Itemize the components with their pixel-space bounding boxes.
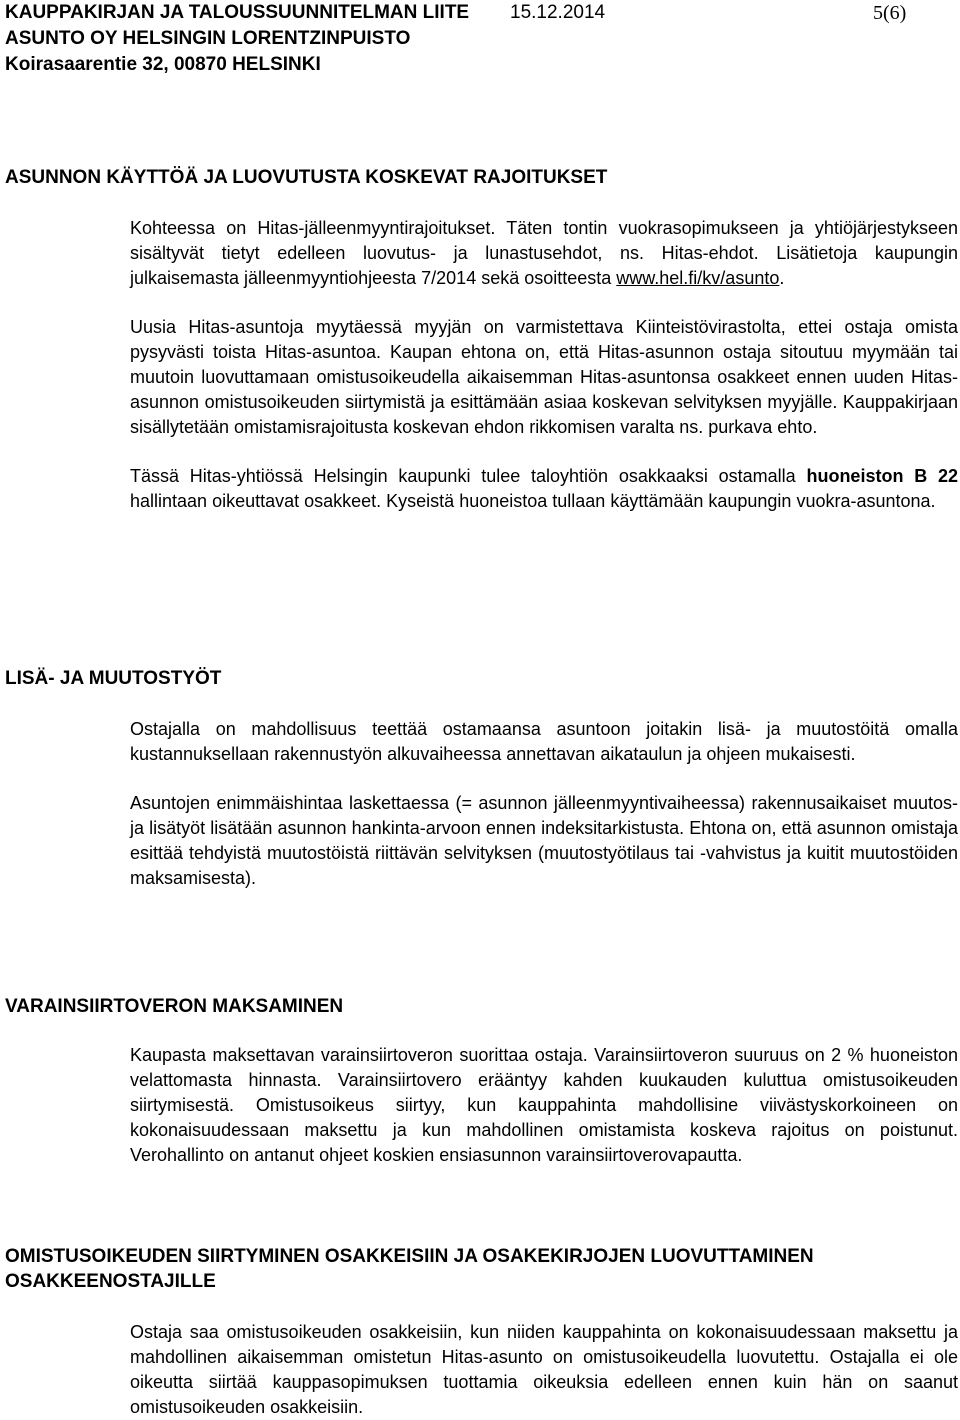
company-name: ASUNTO OY HELSINGIN LORENTZINPUISTO — [5, 28, 411, 49]
section-body-modifications — [130, 717, 958, 891]
section-heading-modifications: LISÄ- JA MUUTOSTYÖT — [5, 668, 222, 689]
paragraph-text: Tässä Hitas-yhtiössä Helsingin kaupunki tulee taloyhtiön osakkaaksi ostamalla — [130, 466, 807, 486]
paragraph-text: Kohteessa on Hitas-jälleenmyyntirajoitukset. Täten tontin vuokrasopimukseen ja yhtiöjärjestykseen sisältyvät tietyt edelleen luovutus- ja lunastusehdot, ns. Hitas-ehdot. Lisätietoja kaupungin julkaisemasta jälleenmyyntiohjeesta 7/2014 sekä osoitteesta — [130, 218, 958, 288]
paragraph: Ostajalla on mahdollisuus teettää ostamaansa asuntoon joitakin lisä- ja muutostöitä omalla kustannuksellaan rakennustyön alkuvaiheessa annettavan aikataulun ja ohjeen mukaisesti. — [130, 719, 958, 764]
page-number: 5(6) — [873, 2, 907, 24]
paragraph — [130, 216, 958, 291]
paragraph-text: hallintaan oikeuttavat osakkeet. Kyseistä huoneistoa tullaan käyttämään kaupungin vuokra-asuntona. — [130, 491, 936, 511]
section-body-transfer-tax — [130, 1043, 958, 1168]
paragraph: Kaupasta maksettavan varainsiirtoveron suorittaa ostaja. Varainsiirtoveron suuruus on 2 % huoneiston velattomasta hinnasta. Varainsiirtovero erääntyy kahden kuukauden kuluttua omistusoikeuden siirtymisestä. Omistusoikeus siirtyy, kun kauppahinta mahdollisine viivästyskorkoineen on kokonaisuudessaan maksettu ja kun mahdollinen omistamista koskeva rajoitus on poistunut. Verohallinto on antanut ohjeet koskien ensiasunnon varainsiirtoverovapautta. — [130, 1045, 958, 1165]
paragraph: Uusia Hitas-asuntoja myytäessä myyjän on varmistettava Kiinteistövirastolta, ettei ostaja omista pysyvästi toista Hitas-asuntoa. Kaupan ehtona on, että Hitas-asunnon ostaja sitoutuu myymään tai muutoin luovuttamaan omistusoikeudella aikaisemman Hitas-asuntonsa osakkeet ennen uuden Hitas-asunnon omistusoikeuden siirtymistä ja esittämään asiaa koskevan selvityksen myyjälle. Kauppakirjaan sisällytetään omistamisrajoitusta koskevan ehdon rikkomisen varalta ns. purkava ehto. — [130, 317, 958, 437]
page-header — [5, 0, 955, 78]
website-link[interactable]: www.hel.fi/kv/asunto — [616, 268, 780, 288]
section-body-restrictions — [130, 216, 958, 514]
section-body-ownership — [130, 1320, 958, 1420]
paragraph-end: . — [779, 268, 785, 288]
apartment-reference: huoneiston B 22 — [806, 466, 958, 486]
paragraph: Asuntojen enimmäishintaa laskettaessa (= asunnon jälleenmyyntivaiheessa) rakennusaikaiset muutos- ja lisätyöt lisätään asunnon hankinta-arvoon ennen indeksitarkistusta. Ehtona on, että asunnon omistaja esittää tehdyistä muutostöistä riittävän selvityksen (muutostyötilaus tai -vahvistus ja kuitit muutostöiden maksamisesta). — [130, 793, 958, 888]
document-date: 15.12.2014 — [510, 2, 606, 23]
header-line — [5, 0, 955, 26]
paragraph — [130, 464, 958, 514]
paragraph: Ostaja saa omistusoikeuden osakkeisiin, kun niiden kauppahinta on kokonaisuudessaan maksettu ja mahdollinen aikaisemman omistetun Hitas-asunto on omistusoikeudella luovutettu. Ostajalla ei ole oikeutta siirtää kauppasopimuksen tuottamia oikeuksia edelleen ennen kuin hän on saanut omistusoikeuden osakkeisiin. — [130, 1322, 958, 1417]
company-address: Koirasaarentie 32, 00870 HELSINKI — [5, 54, 321, 75]
section-heading-transfer-tax: VARAINSIIRTOVERON MAKSAMINEN — [5, 996, 344, 1017]
document-title: KAUPPAKIRJAN JA TALOUSSUUNNITELMAN LIITE — [5, 2, 470, 23]
section-heading-restrictions: ASUNNON KÄYTTÖÄ JA LUOVUTUSTA KOSKEVAT RAJOITUKSET — [5, 167, 608, 188]
section-heading-ownership: OMISTUSOIKEUDEN SIIRTYMINEN OSAKKEISIIN JA OSAKEKIRJOJEN LUOVUTTAMINEN OSAKKEENOSTAJILLE — [5, 1246, 814, 1292]
